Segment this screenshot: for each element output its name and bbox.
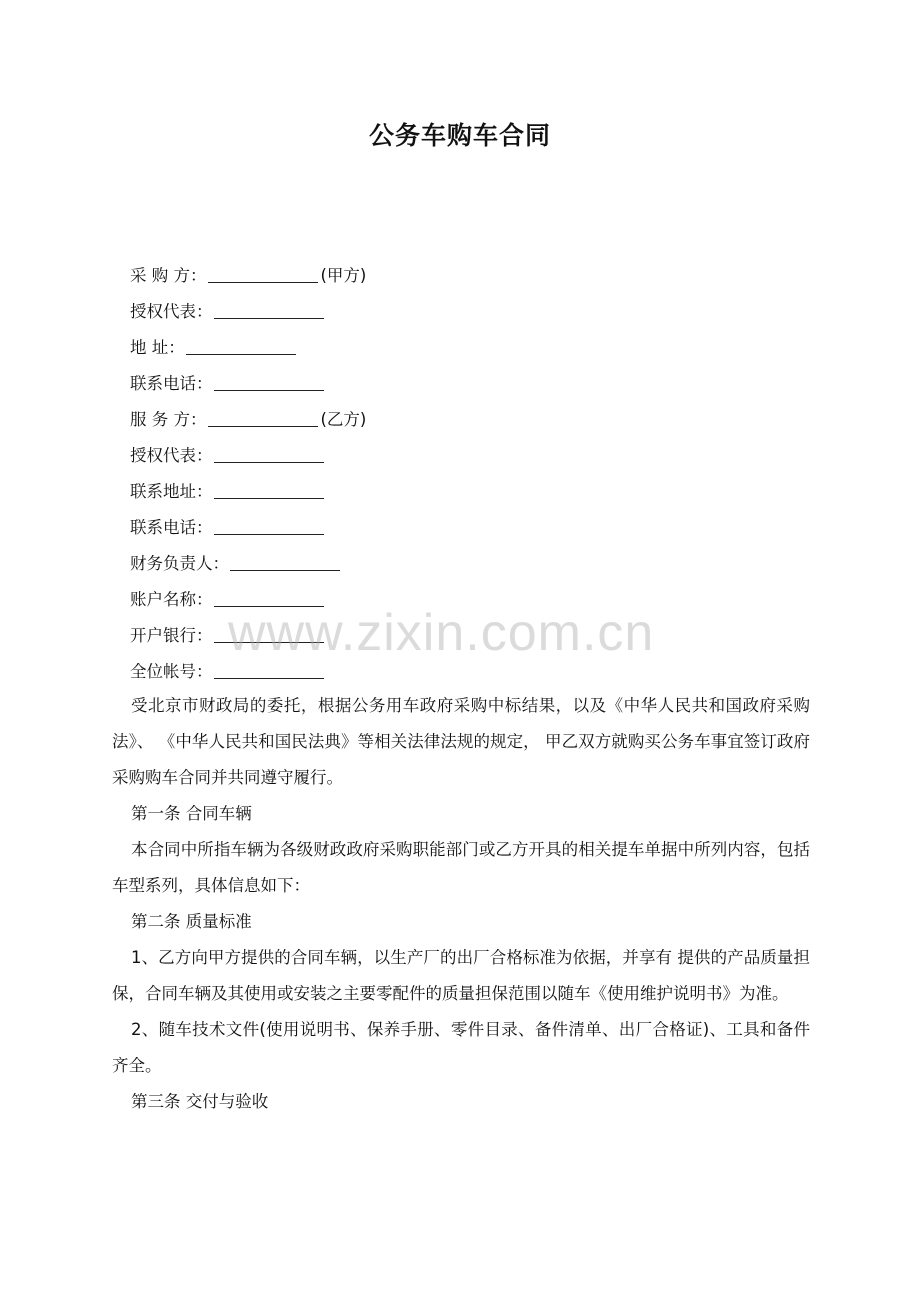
field-label: 全位帐号： — [130, 662, 213, 681]
field-label: 授权代表： — [130, 302, 213, 321]
field-label: 账户名称： — [130, 590, 213, 609]
article-2-item-1: 1、乙方向甲方提供的合同车辆，以生产厂的出厂合格标准为依据，并享有 提供的产品质量担保，合同车辆及其使用或安装之主要零配件的质量担保范围以随车《使用维护说明书》为准。 — [112, 948, 810, 1003]
blank-line — [230, 570, 340, 571]
finance-officer-field — [130, 546, 820, 582]
field-label: 财务负责人： — [130, 554, 229, 573]
blank-line — [214, 318, 324, 319]
blank-line — [186, 354, 296, 355]
blank-line — [214, 498, 324, 499]
field-suffix: (甲方) — [320, 266, 367, 285]
account-number-field — [130, 654, 820, 690]
blank-line — [214, 462, 324, 463]
account-name-field — [130, 582, 820, 618]
buyer-address-field — [130, 330, 820, 366]
blank-line — [214, 390, 324, 391]
blank-line — [214, 678, 324, 679]
field-label: 采 购 方： — [130, 266, 207, 285]
seller-address-field — [130, 474, 820, 510]
field-label: 联系电话： — [130, 518, 213, 537]
article-3-heading: 第三条 交付与验收 — [131, 1092, 269, 1111]
seller-field — [130, 402, 820, 438]
watermark: www.zixin.com.cn — [228, 604, 655, 662]
field-label: 联系电话： — [130, 374, 213, 393]
field-label: 联系地址： — [130, 482, 213, 501]
field-label: 授权代表： — [130, 446, 213, 465]
field-label: 地 址： — [130, 338, 185, 357]
party-info-fields — [130, 258, 820, 690]
intro-paragraph: 受北京市财政局的委托，根据公务用车政府采购中标结果，以及《中华人民共和国政府采购法》、 《中华人民共和国民法典》等相关法律法规的规定， 甲乙双方就购买公务车事宜签订政府采购购车合同并共同遵守履行。 — [112, 696, 810, 787]
seller-representative-field — [130, 438, 820, 474]
blank-line — [214, 642, 324, 643]
blank-line — [214, 534, 324, 535]
field-suffix: (乙方) — [320, 410, 367, 429]
document-title: 公务车购车合同 — [368, 121, 551, 150]
bank-field — [130, 618, 820, 654]
buyer-representative-field — [130, 294, 820, 330]
field-label: 服 务 方： — [130, 410, 207, 429]
article-2-item-2: 2、随车技术文件(使用说明书、保养手册、零件目录、备件清单、出厂合格证)、工具和备件齐全。 — [112, 1020, 810, 1075]
buyer-phone-field — [130, 366, 820, 402]
blank-line — [208, 282, 318, 283]
contract-body — [112, 688, 810, 1120]
article-2-heading: 第二条 质量标准 — [131, 912, 252, 931]
seller-phone-field — [130, 510, 820, 546]
field-label: 开户银行： — [130, 626, 213, 645]
buyer-field — [130, 258, 820, 294]
article-1-heading: 第一条 合同车辆 — [131, 804, 252, 823]
blank-line — [214, 606, 324, 607]
blank-line — [208, 426, 318, 427]
article-1-paragraph: 本合同中所指车辆为各级财政政府采购职能部门或乙方开具的相关提车单据中所列内容，包括车型系列，具体信息如下： — [112, 840, 810, 895]
